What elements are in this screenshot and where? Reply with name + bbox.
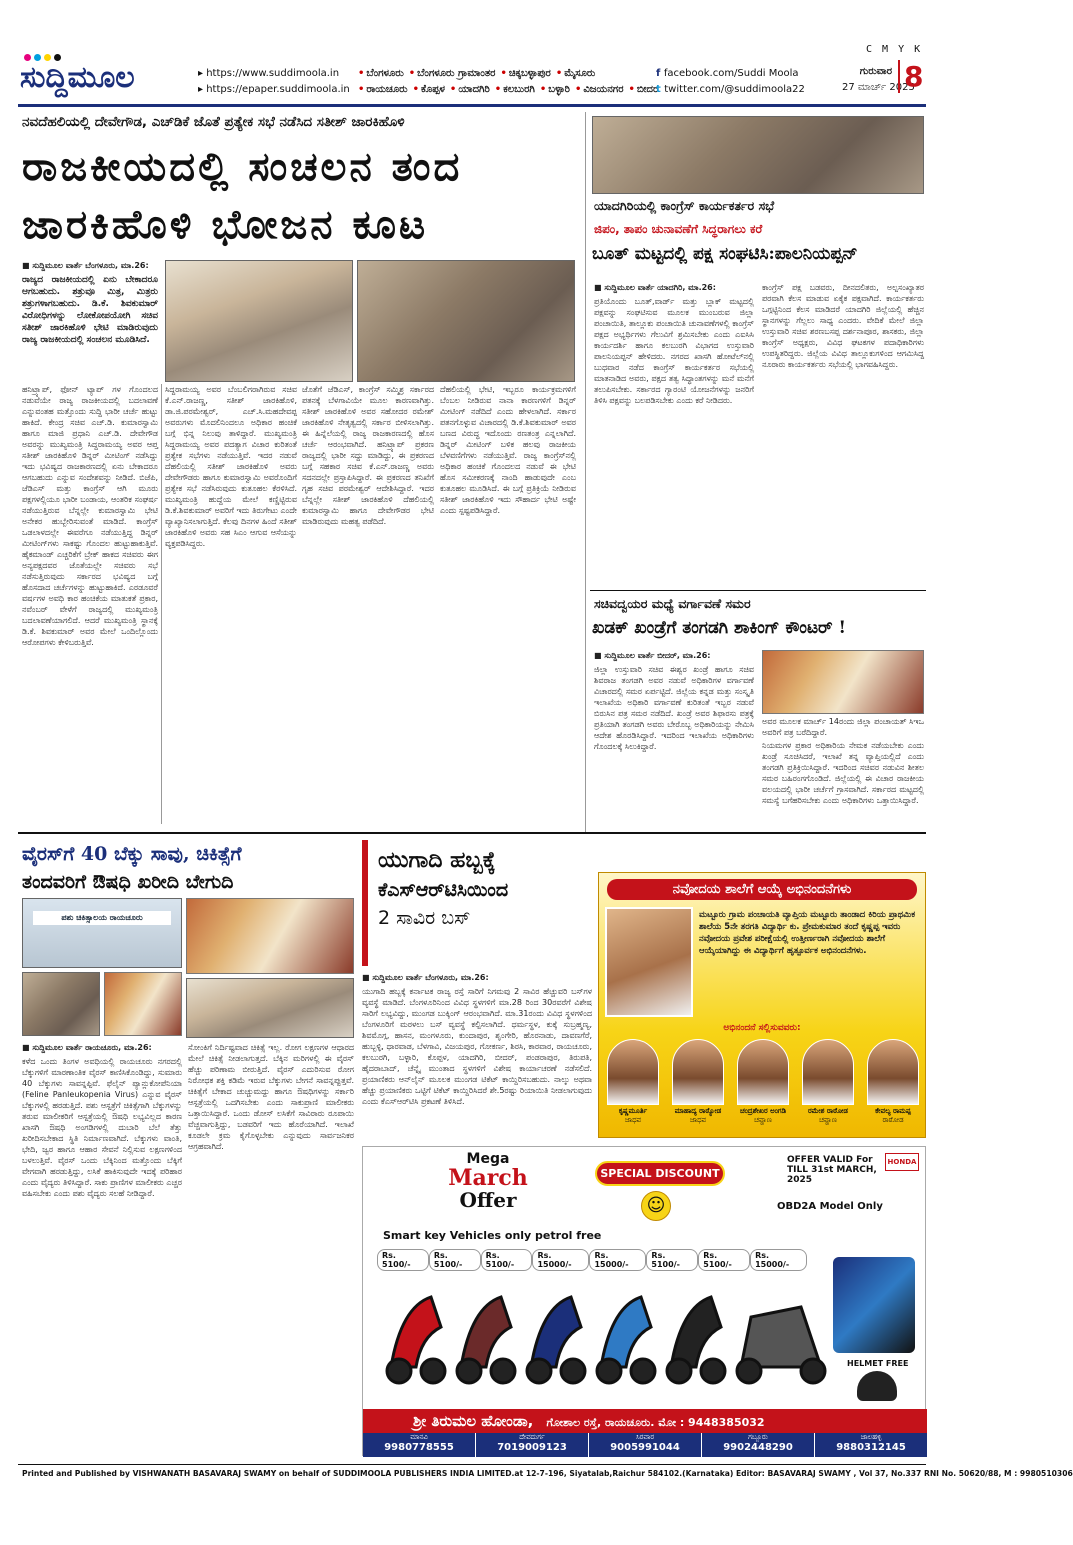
twitter-handle[interactable]: twitter.com/@suddimoola22: [664, 84, 805, 95]
wisher-name: ಕೇವಲ್ಯ ರಾಮಪ್ಪ: [875, 1107, 911, 1115]
virus-column-2: ಸೋಂಕಿಗೆ ನಿರ್ದಿಷ್ಟವಾದ ಚಿಕಿತ್ಸೆ ಇಲ್ಲ. ರೋಗ ಲಕ್ಷಣಗಳ ಆಧಾರದ ಮೇಲೆ ಚಿಕಿತ್ಸೆ ನೀಡಲಾಗುತ್ತದೆ. ಬೆಕ್ಕಿನ ಮರಿಗಳಲ್ಲಿ ಈ ವೈರಸ್ ಹೆಚ್ಚು ಪರಿಣಾಮ ಬೀರುತ್ತಿದೆ. ವೈರಸ್ ಎದುರಿಸುವ ರೋಗ ನಿರೋಧಕ ಶಕ್ತಿ ಕಡಿಮೆ ಇರುವ ಬೆಕ್ಕುಗಳು ಬೇಗನೆ ಸಾವನ್ನಪ್ಪುತ್ತವೆ. ಚಿಕಿತ್ಸೆಗೆ ಬೇಕಾದ ಚುಚ್ಚುಮದ್ದು ಹಾಗೂ ಔಷಧಿಗಳನ್ನು ಸರ್ಕಾರಿ ಆಸ್ಪತ್ರೆಯಲ್ಲಿ ಒದಗಿಸಬೇಕು ಎಂದು ಸಾಕುಪ್ರಾಣಿ ಮಾಲೀಕರು ಒತ್ತಾಯಿಸಿದ್ದಾರೆ. ಒಂದು ಡೋಸ್ ಲಸಿಕೆಗೆ ಸಾವಿರಾರು ರೂಪಾಯಿ ವೆಚ್ಚವಾಗುತ್ತಿದ್ದು, ಬಡವರಿಗೆ ಇದು ಹೊರೆಯಾಗಿದೆ. ಇಲಾಖೆ ಕೂಡಲೇ ಕ್ರಮ ಕೈಗೊಳ್ಳಬೇಕು ಎನ್ನುವುದು ಸಾರ್ವಜನಿಕರ ಆಗ್ರಹವಾಗಿದೆ.: [188, 1043, 354, 1151]
lead-column-1: ಹನಿಟ್ರ್ಯಾಪ್, ಫೋನ್ ಟ್ಯಾಪ್ ಗಳ ಗೊಂದಲದ ನಡುವೆಯೇ ರಾಜ್ಯ ರಾಜಕೀಯದಲ್ಲಿ ಬದಲಾವಣೆ ಎನ್ನುವಂತಹ ಮತ್ತೊಂದು ಸುದ್ದಿ ಭಾರೀ ಚರ್ಚೆ ಹುಟ್ಟು ಹಾಕಿದೆ. ಕೇಂದ್ರ ಸಚಿವ ಎಚ್.ಡಿ. ಕುಮಾರಸ್ವಾಮಿ ಹಾಗೂ ಮಾಜಿ ಪ್ರಧಾನಿ ಎಚ್.ಡಿ. ದೇವೇಗೌಡ ಅವರನ್ನು ಮುಖ್ಯಮಂತ್ರಿ ಸಿದ್ದರಾಮಯ್ಯ ಅವರ ಆಪ್ತ ಸತೀಶ್ ಜಾರಕಿಹೊಳಿ ಡಿನ್ನರ್ ಮೀಟಿಂಗ್ ನಡೆಸಿದ್ದು ಇದು ಭವಿಷ್ಯದ ರಾಜಕಾರಣದಲ್ಲಿ ಏನು ಬೇಕಾದರೂ ಆಗಬಹುದು ಎನ್ನುವ ಸಂದೇಶವನ್ನು ನೀಡಿದೆ. ಬಿಜೆಪಿ, ಜೆಡಿಎಸ್ ಮತ್ತು ಕಾಂಗ್ರೆಸ್ ಆಗಿ ಮೂರು ಪಕ್ಷಗಳಲ್ಲಿಯೂ ಭಾರೀ ಬಂಡಾಯ, ಆಂತರಿಕ ಸಂಘರ್ಷ ನಡೆಯುತ್ತಿರುವ ಬೆನ್ನಲ್ಲೇ ಕುಮಾರಸ್ವಾಮಿ ಭೇಟಿ ಅನೇಕರ ಹುಬ್ಬೇರಿಸುವಂತೆ ಮಾಡಿದೆ. ಕಾಂಗ್ರೆಸ್ ಒಡಲಾಳದಲ್ಲೇ ಈವರೆಗೂ ನಡೆಯುತ್ತಿದ್ದ ಡಿನ್ನರ್ ಮೀಟಿಂಗ್‌ಗಳು ಸಾಕಷ್ಟು ಗೊಂದಲ ಹುಟ್ಟುಹಾಕುತ್ತಿವೆ. ಹೈಕಮಾಂಡ್ ಎಚ್ಚರಿಕೆಗೆ ಬ್ರೇಕ್ ಹಾಕದ ಸಚಿವರು ಈಗ ಅನ್ಯಪಕ್ಷದವರ ಜೊತೆಯಲ್ಲೇ ಸಚಿವರು ಸಭೆ ನಡೆಸುತ್ತಿರುವುದು ಸರ್ಕಾರದ ಭವಿಷ್ಯದ ಬಗ್ಗೆ ಹೊಸದಾದ ಚರ್ಚೆಗಳನ್ನು ಹುಟ್ಟುಹಾಕಿದೆ. ಎರಡೂವರೆ ವರ್ಷಗಳ ಅವಧಿ ಕಾರ ಹಂಚಿಕೆಯ ಮಾತುಕತೆ ಪ್ರಕಾರ, ನವೆಂಬರ್ ವೇಳೆಗೆ ರಾಜ್ಯದಲ್ಲಿ ಮುಖ್ಯಮಂತ್ರಿ ಬದಲಾವಣೆಯಾಗಲಿದೆ. ಆದರೆ ಮುಖ್ಯಮಂತ್ರಿ ಸ್ಥಾನಕ್ಕೆ ಡಿ.ಕೆ. ಶಿವಕುಮಾರ್ ಅವರ ಮೇಲೆ ಒಂದಿಲ್ಲೊಂದು ಆರೋಪಗಳು ಕೇಳಿಬರುತ್ತಿವೆ.: [22, 385, 158, 647]
wisher-photo: [607, 1039, 659, 1105]
issue-date-text: 27 ಮಾರ್ಚ್ 2025: [842, 82, 915, 93]
branch-cell: [702, 1433, 815, 1457]
edition-cities: [358, 66, 658, 98]
branch-row: [363, 1433, 927, 1457]
honda-mega-march-ad: [362, 1146, 926, 1456]
facebook-icon: f: [656, 68, 664, 79]
newspaper-logo: ಸುದ್ದಿಮೂಲ: [20, 60, 135, 95]
navodaya-congrats-ad: [598, 872, 926, 1138]
march-label: March: [448, 1165, 528, 1191]
vet-clinic-photo: [22, 898, 182, 968]
cities-row-1: [358, 66, 658, 82]
ugadi-headline-line1: ಯುಗಾದಿ ಹಬ್ಬಕ್ಕೆ: [378, 848, 496, 873]
link-icon: ▸: [198, 68, 207, 79]
scooter-lineup-illustration: [371, 1267, 841, 1387]
cmyk-marker: C M Y K: [866, 44, 923, 55]
city-item: • ಕೊಪ್ಪಳ: [413, 84, 445, 95]
khadak-dateline: ■ ಸುದ್ದಿಮೂಲ ವಾರ್ತೆ ಬೀದರ್, ಮಾ.26:: [594, 651, 711, 660]
ugadi-column: [362, 972, 592, 1108]
section-rule: [590, 590, 926, 591]
student-photo: [605, 907, 693, 1017]
navodaya-ad-title: ನವೋದಯ ಶಾಲೆಗೆ ಆಯ್ಕೆ ಅಭಿನಂದನೆಗಳು: [607, 879, 917, 900]
yadgir-body-1: ಪ್ರತಿಯೊಂದು ಬೂತ್,ವಾರ್ಡ್ ಮತ್ತು ಬ್ಲಾಕ್ ಮಟ್ಟದಲ್ಲಿ ಪಕ್ಷವನ್ನು ಸಂಘಟಿಸುವ ಮೂಲಕ ಮುಂಬರುವ ಜಿಲ್ಲಾ ಪಂಚಾಯಿತಿ, ತಾಲ್ಲೂಕು ಪಂಚಾಯಿತಿ ಚುನಾವಣೆಗಳಲ್ಲಿ ಕಾಂಗ್ರೆಸ್ ಪಕ್ಷದ ಅಭ್ಯರ್ಥಿಗಳು ಗೆಲುವಿಗೆ ಶ್ರಮಿಸಬೇಕು ಎಂದು ಎಐಸಿಸಿ ಕಾರ್ಯದರ್ಶಿ ಹಾಗೂ ಕಲಬುರಗಿ ವಿಭಾಗದ ಉಸ್ತುವಾರಿ ಪಾಲನಿಯಪ್ಪನ್ ಹೇಳಿದರು. ನಗರದ ಖಾಸಗಿ ಹೋಟೆಲ್‌ನಲ್ಲಿ ಬುಧವಾರ ನಡೆದ ಕಾಂಗ್ರೆಸ್ ಕಾರ್ಯಕರ್ತರ ಸಭೆಯಲ್ಲಿ ಮಾತನಾಡಿದ ಅವರು, ಪಕ್ಷದ ತತ್ವ ಸಿದ್ಧಾಂತಗಳನ್ನು ಮನೆ ಮನೆಗೆ ತಲುಪಿಸಬೇಕು. ಸರ್ಕಾರದ ಗ್ಯಾರಂಟಿ ಯೋಜನೆಗಳನ್ನು ಜನರಿಗೆ ತಿಳಿಸಿ ಪಕ್ಷವನ್ನು ಬಲಪಡಿಸಬೇಕು ಎಂದು ಕರೆ ನೀಡಿದರು.: [594, 297, 754, 405]
helmet-free-label: HELMET FREE: [847, 1359, 909, 1368]
price-tag: Rs. 5100/-: [429, 1249, 481, 1271]
horizontal-section-rule: [18, 832, 926, 834]
dealer-name: ಶ್ರೀ ತಿರುಮಲ ಹೋಂಡಾ,: [413, 1412, 534, 1430]
wisher-name: ಕೃಷ್ಣಮೂರ್ತಿ: [618, 1107, 648, 1115]
branch-phone: 7019009123: [497, 1442, 567, 1453]
wishers-row: [603, 1039, 923, 1125]
lead-column-2: ಸಿದ್ದರಾಮಯ್ಯ ಅವರ ಬೆಂಬಲಿಗರಾಗಿರುವ ಸಚಿವ ಕೆ.ಎನ್.ರಾಜಣ್ಣ, ಸತೀಶ್ ಜಾರಕಿಹೊಳಿ, ಡಾ.ಜಿ.ಪರಮೇಶ್ವರ್, ಎಚ್.ಸಿ.ಮಹದೇವಪ್ಪ ಅವರುಗಳು ಮೊದಲಿನಿಂದಲೂ ಅಧಿಕಾರ ಹಂಚಿಕೆ ಬಗ್ಗೆ ಭಿನ್ನ ನಿಲುವು ತಾಳಿದ್ದಾರೆ. ಮುಖ್ಯಮಂತ್ರಿ ಸಿದ್ದರಾಮಯ್ಯ ಅವರ ಪದತ್ಯಾಗ ವಿಚಾರ ಕುರಿತಂತೆ ಪ್ರತ್ಯೇಕ ಸಭೆಗಳು ನಡೆಯುತ್ತಿವೆ. ಇದರ ನಡುವೆ ದೆಹಲಿಯಲ್ಲಿ ಸತೀಶ್ ಜಾರಕಿಹೊಳಿ ಅವರು ದೇವೇಗೌಡರು ಹಾಗೂ ಕುಮಾರಸ್ವಾಮಿ ಅವರೊಂದಿಗೆ ಪ್ರತ್ಯೇಕ ಸಭೆ ನಡೆಸಿರುವುದು ಕುತೂಹಲ ಕೆರಳಿಸಿದೆ. ಮುಖ್ಯಮಂತ್ರಿ ಹುದ್ದೆಯ ಮೇಲೆ ಕಣ್ಣಿಟ್ಟಿರುವ ಡಿ.ಕೆ.ಶಿವಕುಮಾರ್ ಅವರಿಗೆ ಇದು ತಿರುಗೇಟು ಎಂದೇ ವ್ಯಾಖ್ಯಾನಿಸಲಾಗುತ್ತಿದೆ. ಕೆಲವು ದಿನಗಳ ಹಿಂದೆ ಸತೀಶ್ ಜಾರಕಿಹೊಳಿ ಅವರು ಸಹ ಸಿಎಂ ಆಗುವ ಆಸೆಯನ್ನು ವ್ಯಕ್ತಪಡಿಸಿದ್ದರು.: [165, 385, 297, 548]
special-discount-banner: SPECIAL DISCOUNT: [595, 1161, 725, 1186]
virus-headline-line2: ತಂದವರಿಗೆ ಔಷಧಿ ಖರೀದಿ ಬೇಗುದಿ: [22, 871, 234, 893]
yadgir-kicker: ಜಿಪಂ, ತಾಪಂ ಚುನಾವಣೆಗೆ ಸಿದ್ಧರಾಗಲು ಕರೆ: [594, 222, 763, 236]
branch-phone: 9902448290: [723, 1442, 793, 1453]
website-url[interactable]: https://www.suddimoola.in: [206, 68, 340, 79]
website-links: [198, 66, 350, 98]
ugadi-headline-line2: ಕೆಎಸ್‌ಆರ್‌ಟಿಸಿಯಿಂದ: [378, 879, 509, 901]
city-item: • ಬಳ್ಳಾರಿ: [540, 84, 570, 95]
ugadi-story-box: [362, 840, 592, 966]
wisher-surname: ರಾಠೋಡ: [882, 1116, 904, 1124]
ugadi-body-text: ಯುಗಾದಿ ಹಬ್ಬಕ್ಕೆ ಕರ್ನಾಟಕ ರಾಜ್ಯ ರಸ್ತೆ ಸಾರಿಗೆ ನಿಗಮವು 2 ಸಾವಿರ ಹೆಚ್ಚುವರಿ ಬಸ್‌ಗಳ ವ್ಯವಸ್ಥೆ ಮಾಡಿದೆ. ಬೆಂಗಳೂರಿನಿಂದ ವಿವಿಧ ಸ್ಥಳಗಳಿಗೆ ಮಾ.28 ರಿಂದ 30ರವರೆಗೆ ವಿಶೇಷ ಸಾರಿಗೆ ಲಭ್ಯವಿದ್ದು, ಮುಂಗಡ ಬುಕ್ಕಿಂಗ್ ಆರಂಭವಾಗಿದೆ. ಮಾ.31ರಂದು ವಿವಿಧ ಸ್ಥಳಗಳಿಂದ ಬೆಂಗಳೂರಿಗೆ ಮರಳಲು ಬಸ್ ವ್ಯವಸ್ಥೆ ಕಲ್ಪಿಸಲಾಗಿದೆ. ಧರ್ಮಸ್ಥಳ, ಕುಕ್ಕೆ ಸುಬ್ರಹ್ಮಣ್ಯ, ಶಿವಮೊಗ್ಗ, ಹಾಸನ, ಮಂಗಳೂರು, ಕುಂದಾಪುರ, ಶೃಂಗೇರಿ, ಹೊರನಾಡು, ದಾವಣಗೆರೆ, ಹುಬ್ಬಳ್ಳಿ, ಧಾರವಾಡ, ಬೆಳಗಾವಿ, ವಿಜಯಪುರ, ಗೋಕರ್ಣ, ಶಿರಸಿ, ಕಾರವಾರ, ರಾಯಚೂರು, ಕಲಬುರಗಿ, ಬಳ್ಳಾರಿ, ಕೊಪ್ಪಳ, ಯಾದಗಿರಿ, ಬೀದರ್, ಪಂಡರಾಪುರ, ತಿರುಪತಿ, ಹೈದರಾಬಾದ್, ಚೆನ್ನೈ ಮುಂತಾದ ಸ್ಥಳಗಳಿಗೆ ವಿಶೇಷ ಕಾರ್ಯಾಚರಣೆ ನಡೆಸಲಿದೆ. ಪ್ರಯಾಣಿಕರು ಆನ್‌ಲೈನ್ ಮೂಲಕ ಮುಂಗಡ ಟಿಕೆಟ್ ಕಾಯ್ದಿರಿಸಬಹುದು. ನಾಲ್ಕು ಅಥವಾ ಹೆಚ್ಚು ಪ್ರಯಾಣಿಕರು ಒಟ್ಟಿಗೆ ಟಿಕೆಟ್ ಕಾಯ್ದಿರಿಸಿದರೆ ಶೇ.5ರಷ್ಟು ರಿಯಾಯಿತಿ ನೀಡಲಾಗುವುದು ಎಂದು ಕೆಎಸ್‌ಆರ್‌ಟಿಸಿ ಪ್ರಕಟಣೆ ತಿಳಿಸಿದೆ.: [362, 987, 592, 1106]
city-item: • ರಾಯಚೂರು: [358, 84, 408, 95]
wisher-card: [863, 1039, 923, 1125]
city-item: • ಬೆಂಗಳೂರು: [358, 68, 404, 79]
branch-phone: 9880312145: [836, 1442, 906, 1453]
offer-label: Offer: [459, 1188, 517, 1212]
orange-cat-photo: [104, 972, 182, 1036]
branch-place: ಮಾನವಿ: [410, 1433, 428, 1441]
kitten-photo: [22, 972, 100, 1036]
smart-key-note: Smart key Vehicles only petrol free: [383, 1229, 602, 1242]
khadak-column-1: [594, 650, 754, 830]
branch-cell: [589, 1433, 702, 1457]
yadgir-meeting-photo: [592, 116, 924, 194]
lead-summary: [22, 260, 158, 378]
price-tag: Rs. 5100/-: [377, 1249, 429, 1271]
cats-in-clinic-photo: [186, 978, 354, 1038]
motorcycle-photo: [833, 1257, 915, 1353]
yadgir-column-1: [594, 282, 754, 582]
wisher-photo: [672, 1039, 724, 1105]
price-tag: Rs. 5100/-: [698, 1249, 750, 1271]
yadgir-photo-caption: ಯಾದಗಿರಿಯಲ್ಲಿ ಕಾಂಗ್ರೆಸ್ ಕಾರ್ಯಕರ್ತರ ಸಭೆ: [594, 198, 775, 213]
lead-photo-hdk-meeting: [357, 260, 575, 382]
branch-phone: 9005991044: [610, 1442, 680, 1453]
wisher-card: [798, 1039, 858, 1125]
virus-column-1: [22, 1042, 182, 1454]
virus-headline-line1: ವೈರಸ್‌ಗೆ 40 ಬೆಕ್ಕು ಸಾವು, ಚಿಕಿತ್ಸೆಗೆ: [22, 843, 242, 865]
mega-offer-title: [433, 1151, 543, 1211]
lead-summary-text: ರಾಜ್ಯದ ರಾಜಕೀಯದಲ್ಲಿ ಏನು ಬೇಕಾದರೂ ಆಗಬಹುದು. ಶತ್ರುವೂ ಮಿತ್ರ, ಮಿತ್ರರು ಶತ್ರುಗಳಾಗಬಹುದು. ಡಿ.ಕೆ. ಶಿವಕುಮಾರ್ ವಿರೋಧಿಗಳನ್ನು ಲೋಕೋಪಯೋಗಿ ಸಚಿವ ಸತೀಶ್ ಜಾರಕಿಹೊಳಿ ಭೇಟಿ ಮಾಡಿರುವುದು ರಾಜ್ಯ ರಾಜಕೀಯದಲ್ಲಿ ಸಂಚಲನ ಮೂಡಿಸಿದೆ.: [22, 275, 158, 345]
city-item: • ಕಲಬುರಗಿ: [495, 84, 535, 95]
branch-cell: [363, 1433, 476, 1457]
lead-dateline: ■ ಸುದ್ದಿಮೂಲ ವಾರ್ತೆ ಬೆಂಗಳೂರು, ಮಾ.26:: [22, 261, 149, 270]
smiley-icon: ☺: [641, 1191, 671, 1221]
wisher-name: ಚಂದ್ರಶೇಖರ ಅಂಗಡಿ: [740, 1107, 786, 1115]
issue-day: ಗುರುವಾರ: [859, 66, 892, 77]
masthead-rule: [18, 104, 926, 107]
branch-place: ದೇವದುರ್ಗ: [519, 1433, 545, 1441]
social-links: [656, 66, 805, 98]
virus-dateline: ■ ಸುದ್ದಿಮೂಲ ವಾರ್ತೆ ರಾಯಚೂರು, ಮಾ.26:: [22, 1043, 152, 1052]
price-tag: Rs. 15000/-: [532, 1249, 589, 1271]
price-tag: Rs. 5100/-: [646, 1249, 698, 1271]
issue-date: [842, 64, 915, 96]
price-tag: Rs. 5100/-: [481, 1249, 533, 1271]
city-item: • ಬೀದರ: [628, 84, 658, 95]
wisher-photo: [867, 1039, 919, 1105]
clinic-signboard: ಪಶು ಚಿಕಿತ್ಸಾಲಯ ರಾಯಚೂರು: [33, 911, 171, 925]
ugadi-dateline: ■ ಸುದ್ದಿಮೂಲ ವಾರ್ತೆ ಬೆಂಗಳೂರು, ಮಾ.26:: [362, 973, 489, 982]
khadak-kicker: ಸಚಿವದ್ವಯರ ಮಧ್ಯೆ ವರ್ಗಾವಣೆ ಸಮರ: [594, 596, 751, 611]
obd-model-note: OBD2A Model Only: [777, 1201, 883, 1212]
page-number: 8: [898, 60, 923, 93]
city-item: • ಯಾದಗಿರಿ: [450, 84, 490, 95]
wisher-card: [733, 1039, 793, 1125]
khadak-headline: ಖಡಕ್ ಖಂಡ್ರೆಗೆ ತಂಗಡಗಿ ಶಾಕಿಂಗ್ ಕೌಂಟರ್ !: [592, 618, 846, 638]
wishers-label: ಅಭಿನಂದನೆ ಸಲ್ಲಿಸುವವರು:: [723, 1023, 801, 1033]
dealer-bar: [363, 1409, 927, 1433]
honda-logo: HONDA: [885, 1153, 919, 1171]
vet-treating-cat-photo: [186, 898, 354, 974]
lead-kicker: ನವದೆಹಲಿಯಲ್ಲಿ ದೇವೇಗೌಡ, ಎಚ್‌ಡಿಕೆ ಜೊತೆ ಪ್ರತ್ಯೇಕ ಸಭೆ ನಡೆಸಿದ ಸತೀಶ್ ಜಾರಕಿಹೊಳಿ: [22, 114, 405, 130]
branch-place: ಸಿರವಾರ: [635, 1433, 655, 1441]
mega-label: Mega: [466, 1151, 510, 1167]
price-tag: Rs. 15000/-: [750, 1249, 807, 1271]
scooter-icon: [387, 1297, 825, 1383]
virus-body-1: ಕಳೆದ ಒಂದು ತಿಂಗಳ ಅವಧಿಯಲ್ಲಿ ರಾಯಚೂರು ನಗರದಲ್ಲಿ ಬೆಕ್ಕುಗಳಿಗೆ ಮಾರಣಾಂತಿಕ ವೈರಸ್ ಕಾಣಿಸಿಕೊಂಡಿದ್ದು, ಸುಮಾರು 40 ಬೆಕ್ಕುಗಳು ಸಾವನ್ನಪ್ಪಿವೆ. ಫೆಲೈನ್ ಪ್ಯಾನ್ಲುಕೋಪೆನಿಯಾ (Feline Panleukopenia Virus) ಎನ್ನುವ ವೈರಸ್ ಬೆಕ್ಕುಗಳಲ್ಲಿ ಹರಡುತ್ತಿದೆ. ಪಶು ಆಸ್ಪತ್ರೆಗೆ ಚಿಕಿತ್ಸೆಗಾಗಿ ಬೆಕ್ಕುಗಳನ್ನು ತರುವ ಮಾಲೀಕರಿಗೆ ಆಸ್ಪತ್ರೆಯಲ್ಲಿ ಔಷಧಿ ಲಭ್ಯವಿಲ್ಲದ ಕಾರಣ ಖಾಸಗಿ ಔಷಧಿ ಅಂಗಡಿಗಳಲ್ಲಿ ದುಬಾರಿ ಬೆಲೆ ತೆತ್ತು ಖರೀದಿಸಬೇಕಾದ ಸ್ಥಿತಿ ನಿರ್ಮಾಣವಾಗಿದೆ. ಬೆಕ್ಕುಗಳು ವಾಂತಿ, ಭೇದಿ, ಜ್ವರ ಹಾಗೂ ಆಹಾರ ಸೇವನೆ ನಿಲ್ಲಿಸುವ ಲಕ್ಷಣಗಳಿಂದ ಬಳಲುತ್ತಿವೆ. ವೈರಸ್ ಒಂದು ಬೆಕ್ಕಿನಿಂದ ಮತ್ತೊಂದು ಬೆಕ್ಕಿಗೆ ವೇಗವಾಗಿ ಹರಡುತ್ತಿದ್ದು, ಲಸಿಕೆ ಹಾಕಿಸುವುದೇ ಇದಕ್ಕೆ ಪರಿಹಾರ ಎಂದು ವೈದ್ಯರು ತಿಳಿಸಿದ್ದಾರೆ. ಸಾಕು ಪ್ರಾಣಿಗಳ ಮಾಲೀಕರು ಎಚ್ಚರ ವಹಿಸಬೇಕು ಎಂದು ಪಶು ವೈದ್ಯರು ಸಲಹೆ ನೀಡಿದ್ದಾರೆ.: [22, 1057, 182, 1198]
wisher-surname: ಜಾಧವ: [624, 1116, 642, 1124]
footer-rule: [18, 1464, 926, 1465]
branch-phone: 9980778555: [384, 1442, 454, 1453]
wisher-card: [603, 1039, 663, 1125]
wisher-name: ರಮೇಶ ರಾಠೋಡ: [807, 1107, 849, 1115]
branch-place: ಗಬ್ಬೂರು: [748, 1433, 768, 1441]
wisher-photo: [737, 1039, 789, 1105]
wisher-surname: ಜಾಧವ: [689, 1116, 707, 1124]
price-tag: Rs. 15000/-: [589, 1249, 646, 1271]
offer-validity: OFFER VALID For TILL 31st MARCH, 2025: [787, 1155, 877, 1185]
city-item: • ಚಿಕ್ಕಬಳ್ಳಾಪುರ: [500, 68, 550, 79]
city-item: • ಮೈಸೂರು: [556, 68, 596, 79]
lead-column-4: ದೆಹಲಿಯಲ್ಲಿ ಭೇಟಿ, ಇಬ್ಬರೂ ಕಾರ್ಯಕ್ರಮಗಳಿಗೆ ಬೆಂಬಲ ನೀಡಿರುವ ನಾನಾ ಕಾರಣಗಳಿಗೆ ಡಿನ್ನರ್ ಮೀಟಿಂಗ್ ನಡೆದಿದೆ ಎಂದು ಹೇಳಲಾಗಿದೆ. ಸರ್ಕಾರ ಪತನಗೊಳ್ಳುವ ವಿಚಾರದಲ್ಲಿ ಡಿ.ಕೆ.ಶಿವಕುಮಾರ್ ಅವರ ಬಣದ ವಿರುದ್ಧ ಇದೊಂದು ರಣತಂತ್ರ ಎನ್ನಲಾಗಿದೆ. ಡಿನ್ನರ್ ಮೀಟಿಂಗ್ ಬಳಿಕ ಹಲವು ರಾಜಕೀಯ ಬೆಳವಣಿಗೆಗಳು ನಡೆಯುತ್ತಿವೆ. ರಾಜ್ಯ ಕಾಂಗ್ರೆಸ್‌ನಲ್ಲಿ ಅಧಿಕಾರ ಹಂಚಿಕೆ ಗೊಂದಲದ ನಡುವೆ ಈ ಭೇಟಿ ಹೊಸ ಸಮೀಕರಣಕ್ಕೆ ನಾಂದಿ ಹಾಡುವುದೇ ಎಂಬ ಕುತೂಹಲ ಮೂಡಿಸಿದೆ. ಈ ಬಗ್ಗೆ ಪ್ರತಿಕ್ರಿಯೆ ನೀಡಿರುವ ಸತೀಶ್ ಜಾರಕಿಹೊಳಿ ಇದು ಸೌಹಾರ್ದ ಭೇಟಿ ಅಷ್ಟೇ ಎಂದು ಸ್ಪಷ್ಟಪಡಿಸಿದ್ದಾರೆ.: [440, 385, 576, 515]
lead-photo-devegowda-meeting: [165, 260, 353, 382]
city-item: • ಬೆಂಗಳೂರು ಗ್ರಾಮಾಂತರ: [409, 68, 496, 79]
yadgir-dateline: ■ ಸುದ್ದಿಮೂಲ ವಾರ್ತೆ ಯಾದಗಿರಿ, ಮಾ.26:: [594, 283, 716, 292]
city-item: • ವಿಜಯನಗರ: [575, 84, 624, 95]
ugadi-headline-line3: 2 ಸಾವಿರ ಬಸ್: [378, 907, 471, 929]
section-divider: [585, 112, 586, 832]
wisher-surname: ಚವ್ಹಾಣ: [754, 1116, 772, 1124]
epaper-url[interactable]: https://epaper.suddimoola.in: [206, 84, 350, 95]
lead-column-3: ಜೊತೆಗೆ ಜೆಡಿಎಸ್, ಕಾಂಗ್ರೆಸ್ ಸಮ್ಮಿಶ್ರ ಸರ್ಕಾರದ ಪತನಕ್ಕೆ ಬೆಳಗಾವಿಯೇ ಮೂಲ ಕಾರಣವಾಗಿತ್ತು. ಸತೀಶ್ ಜಾರಕಿಹೊಳಿ ಅವರ ಸಹೋದರ ರಮೇಶ್ ಜಾರಕಿಹೊಳಿ ನೇತೃತ್ವದಲ್ಲಿ ಸರ್ಕಾರ ಬೀಳಿಸಲಾಗಿತ್ತು. ಈ ಹಿನ್ನೆಲೆಯಲ್ಲಿ ರಾಜ್ಯ ರಾಜಕಾರಣದಲ್ಲಿ ಹೊಸ ಚರ್ಚೆ ಆರಂಭವಾಗಿದೆ. ಹನಿಟ್ರ್ಯಾಪ್ ಪ್ರಕರಣ ರಾಜ್ಯದಲ್ಲಿ ಭಾರೀ ಸದ್ದು ಮಾಡಿದ್ದು, ಈ ಪ್ರಕರಣದ ಬಗ್ಗೆ ಸಹಕಾರ ಸಚಿವ ಕೆ.ಎನ್.ರಾಜಣ್ಣ ಅವರು ಸದನದಲ್ಲೇ ಪ್ರಸ್ತಾಪಿಸಿದ್ದಾರೆ. ಈ ಪ್ರಕರಣದ ತನಿಖೆಗೆ ಗೃಹ ಸಚಿವ ಪರಮೇಶ್ವರ್ ಆದೇಶಿಸಿದ್ದಾರೆ. ಇದರ ಬೆನ್ನಲ್ಲೇ ಸತೀಶ್ ಜಾರಕಿಹೊಳಿ ದೆಹಲಿಯಲ್ಲಿ ಕುಮಾರಸ್ವಾಮಿ ಹಾಗೂ ದೇವೇಗೌಡರ ಭೇಟಿ ಮಾಡಿರುವುದು ಮಹತ್ವ ಪಡೆದಿದೆ.: [302, 385, 434, 526]
branch-cell: [815, 1433, 927, 1457]
lead-headline-line1: ರಾಜಕೀಯದಲ್ಲಿ ಸಂಚಲನ ತಂದ: [22, 143, 463, 190]
column-rule: [161, 384, 162, 824]
link-icon: ▸: [198, 84, 207, 95]
branch-place: ಜಾಲಹಳ್ಳಿ: [860, 1433, 882, 1441]
imprint-line: Printed and Published by VISHWANATH BASAVARAJ SWAMY on behalf of SUDDIMOOLA PUBLISHERS INDIA LIMITED.at 12-7-196, Siyatalab,Raichur 584102.(Karnataka) Editor: BASAVARAJ SWAMY , Vol 37, No.337 RNI No. 50620/88, M : 9980510306: [22, 1469, 1073, 1478]
khadak-column-2: ನಿಯಮಗಳ ಪ್ರಕಾರ ಅಧಿಕಾರಿಯ ನೇಮಕ ನಡೆಯಬೇಕು ಎಂದು ಖಂಡ್ರೆ ಸೂಚಿಸಿದರೆ, ಇಲಾಖೆ ತನ್ನ ವ್ಯಾಪ್ತಿಯಲ್ಲಿದೆ ಎಂದು ತಂಗಡಗಿ ಪ್ರತಿಕ್ರಿಯಿಸಿದ್ದಾರೆ. ಇದರಿಂದ ಸಚಿವರ ನಡುವಿನ ಶೀತಲ ಸಮರ ಬಹಿರಂಗಗೊಂಡಿದೆ. ಜಿಲ್ಲೆಯಲ್ಲಿ ಈ ವಿಚಾರ ರಾಜಕೀಯ ವಲಯದಲ್ಲಿ ಭಾರೀ ಚರ್ಚೆಗೆ ಗ್ರಾಸವಾಗಿದೆ. ಸರ್ಕಾರದ ಮಟ್ಟದಲ್ಲಿ ಸಮಸ್ಯೆ ಬಗೆಹರಿಸಬೇಕು ಎಂದು ಅಧಿಕಾರಿಗಳು ಒತ್ತಾಯಿಸಿದ್ದಾರೆ.: [762, 741, 924, 805]
branch-cell: [476, 1433, 589, 1457]
wisher-name: ಮಾಹಾದ್ಯ ರಾಠ್ಯೋಡ: [674, 1107, 722, 1115]
dealer-address: ಗೋಶಾಲ ರಸ್ತೆ, ರಾಯಚೂರು. ಮೋ : 9448385032: [546, 1416, 765, 1429]
wisher-card: [668, 1039, 728, 1125]
khadak-body-1: ಜಿಲ್ಲಾ ಉಸ್ತುವಾರಿ ಸಚಿವ ಈಶ್ವರ ಖಂಡ್ರೆ ಹಾಗೂ ಸಚಿವ ಶಿವರಾಜ ತಂಗಡಗಿ ಅವರ ನಡುವೆ ಅಧಿಕಾರಿಗಳ ವರ್ಗಾವಣೆ ವಿಚಾರದಲ್ಲಿ ಸಮರ ಏರ್ಪಟ್ಟಿದೆ. ಜಿಲ್ಲೆಯ ಕನ್ನಡ ಮತ್ತು ಸಂಸ್ಕೃತಿ ಇಲಾಖೆಯ ಅಧಿಕಾರಿ ವರ್ಗಾವಣೆ ಕುರಿತಂತೆ ಇಬ್ಬರ ನಡುವೆ ಬಿರುಸಿನ ಪತ್ರ ಸಮರ ನಡೆದಿದೆ. ಖಂಡ್ರೆ ಅವರ ಶಿಫಾರಸು ಪತ್ರಕ್ಕೆ ಪ್ರತಿಯಾಗಿ ತಂಗಡಗಿ ಅವರು ಬೇರೊಬ್ಬ ಅಧಿಕಾರಿಯನ್ನು ನೇಮಿಸಿ ಆದೇಶ ಹೊರಡಿಸಿದ್ದಾರೆ. ಇದರಿಂದ ಇಲಾಖೆಯ ಅಧಿಕಾರಿಗಳು ಗೊಂದಲಕ್ಕೆ ಸಿಲುಕಿದ್ದಾರೆ.: [594, 665, 754, 751]
facebook-handle[interactable]: facebook.com/Suddi Moola: [663, 68, 799, 79]
wisher-surname: ಚವ್ಹಾಣ: [819, 1116, 837, 1124]
wisher-photo: [802, 1039, 854, 1105]
yadgir-column-2: ಕಾಂಗ್ರೆಸ್ ಪಕ್ಷ ಬಡವರು, ದೀನದಲಿತರು, ಅಲ್ಪಸಂಖ್ಯಾತರ ಪರವಾಗಿ ಕೆಲಸ ಮಾಡುವ ಏಕೈಕ ಪಕ್ಷವಾಗಿದೆ. ಕಾರ್ಯಕರ್ತರು ಒಗ್ಗಟ್ಟಿನಿಂದ ಕೆಲಸ ಮಾಡಿದರೆ ಯಾದಗಿರಿ ಜಿಲ್ಲೆಯಲ್ಲಿ ಹೆಚ್ಚಿನ ಸ್ಥಾನಗಳನ್ನು ಗೆಲ್ಲಲು ಸಾಧ್ಯ ಎಂದರು. ವೇದಿಕೆ ಮೇಲೆ ಜಿಲ್ಲಾ ಉಸ್ತುವಾರಿ ಸಚಿವ ಶರಣಬಸಪ್ಪ ದರ್ಶನಾಪೂರ, ಶಾಸಕರು, ಜಿಲ್ಲಾ ಕಾಂಗ್ರೆಸ್ ಅಧ್ಯಕ್ಷರು, ವಿವಿಧ ಘಟಕಗಳ ಪದಾಧಿಕಾರಿಗಳು ಉಪಸ್ಥಿತರಿದ್ದರು. ಜಿಲ್ಲೆಯ ವಿವಿಧ ತಾಲ್ಲೂಕುಗಳಿಂದ ಆಗಮಿಸಿದ್ದ ನೂರಾರು ಕಾರ್ಯಕರ್ತರು ಸಭೆಯಲ್ಲಿ ಭಾಗವಹಿಸಿದ್ದರು.: [762, 283, 924, 369]
yadgir-headline: ಬೂತ್ ಮಟ್ಟದಲ್ಲಿ ಪಕ್ಷ ಸಂಘಟಿಸಿ:ಪಾಲನಿಯಪ್ಪನ್: [592, 244, 858, 264]
navodaya-ad-body: ಮಟ್ಟೂರು ಗ್ರಾಮ ಪಂಚಾಯತಿ ವ್ಯಾಪ್ತಿಯ ಮಟ್ಟೂರು ತಾಂಡಾದ ಕಿರಿಯ ಪ್ರಾಥಮಿಕ ಶಾಲೆಯ 5ನೇ ತರಗತಿ ವಿದ್ಯಾರ್ಥಿ ಕು. ಪ್ರೇಮಕುಮಾರ ತಂದೆ ಕೃಷ್ಣಪ್ಪ ಇವರು ನವೋದಯ ಪ್ರವೇಶ ಪರೀಕ್ಷೆಯಲ್ಲಿ ಉತ್ತೀರ್ಣರಾಗಿ ನವೋದಯ ಶಾಲೆಗೆ ಆಯ್ಕೆಯಾಗಿದ್ದು ಈ ವಿದ್ಯಾರ್ಥಿಗೆ ಹೃತ್ಪೂರ್ವಕ ಅಭಿನಂದನೆಗಳು.: [699, 910, 916, 956]
cities-row-2: [358, 82, 658, 98]
twitter-icon: t: [656, 84, 665, 95]
ministers-portrait-photo: [762, 650, 924, 714]
lead-headline-line2: ಜಾರಕಿಹೊಳಿ ಭೋಜನ ಕೂಟ: [22, 201, 429, 248]
helmet-icon: [857, 1371, 897, 1401]
khadak-photo-caption: ಅವರ ಮೂಲಕ ಮಾರ್ಚ್ 14ರಂದು ಜಿಲ್ಲಾ ಪಂಚಾಯತ್ ಸಿಇಒ ಅವರಿಗೆ ಪತ್ರ ಬರೆದಿದ್ದಾರೆ.: [762, 717, 924, 737]
